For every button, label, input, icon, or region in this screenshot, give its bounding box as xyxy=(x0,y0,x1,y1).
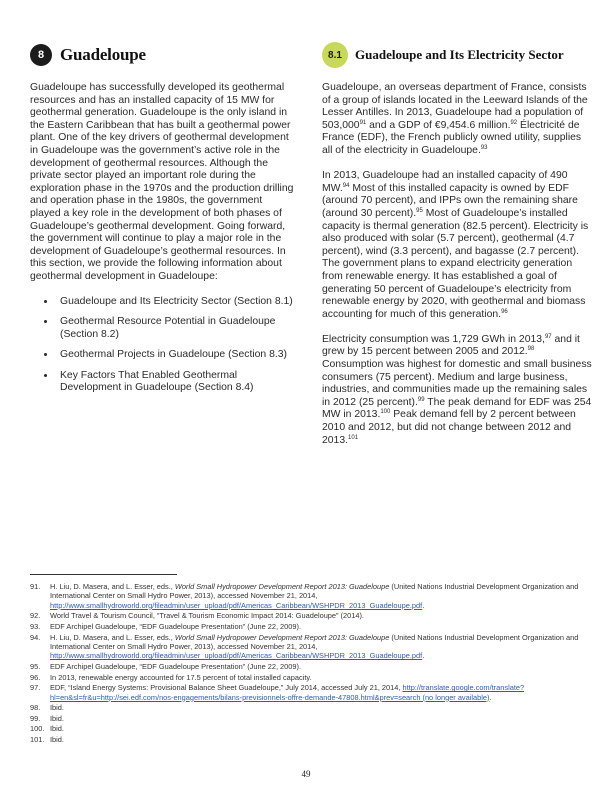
list-item: • Geothermal Projects in Guadeloupe (Section 8.3) xyxy=(56,349,295,362)
section-title: Guadeloupe xyxy=(60,45,146,64)
subsection-heading xyxy=(322,42,592,68)
intro-paragraph: Guadeloupe has successfully developed its geothermal resources and has an installed capacity of 15 MW for geothermal generation. Guadeloupe is the only island in the Eastern Caribbean that has built a geothermal power plant. One of the key drivers of geothermal development in Guadeloupe was the government’s active role in the development of geothermal resources. Although the private sector played an important role during the exploration phase in the 1970s and the production drilling and operation phase in the 1980s, the government played a key role in the development of both phases of Guadeloupe’s geothermal development. Going forward, the government will continue to play a major role in the development of Guadeloupe’s geothermal resources. In this section, we provide the following information about geothermal development in Guadeloupe: xyxy=(30,82,294,282)
footnote-ref: 95 xyxy=(416,207,423,214)
footnote-ref: 98 xyxy=(527,346,535,353)
footnote-divider xyxy=(30,574,177,575)
paragraph-population: Guadeloupe, an overseas department of France, consists of a group of islands located in the Leeward Islands of the Lesser Antilles. In 2013, Guadeloupe had a population of 503,000$^{91}$ and a GDP of €9,454.6 million.$^{92}$ Électricité de France (EDF), the French publicly owned utility, supplies all of the electricity in Guadeloupe.$^{93}$ xyxy=(322,82,588,156)
footnote-ref: 100 xyxy=(380,409,391,416)
list-item: • Geothermal Resource Potential in Guadeloupe (Section 8.2) xyxy=(56,316,295,341)
footnote-95: 95. EDF Archipel Guadeloupe, “EDF Guadeloupe Presentation” (June 22, 2009). xyxy=(30,662,302,671)
footnote-100: 100. Ibid. xyxy=(30,724,64,734)
footnote-96: 96. In 2013, renewable energy accounted for 17.5 percent of total installed capacity. xyxy=(30,672,312,682)
section-heading xyxy=(30,42,295,68)
subsection-title: Guadeloupe and Its Electricity Sector xyxy=(355,47,564,62)
page-number: 49 xyxy=(301,769,311,779)
footnote-101: 101. Ibid. xyxy=(30,734,64,744)
footnote-ref: 96 xyxy=(501,308,508,315)
footnote-link[interactable]: http://www.smallhydroworld.org/fileadmin/user_upload/pdf/Americas_Caribbean/WSHPDR_2013_Guadeloupe.pdf xyxy=(50,600,423,610)
footnote-94: 94. H. Liu, D. Masera, and L. Esser, eds., World Small Hydropower Development Report 2013: Guadeloupe (United Nations Industrial Development Organization and International Center on Small Hydro Power, 2013), accessed November 21, 2014, http://www.smallhydroworld.org/fileadmin/user_upload/pdf/Americas_Caribbean/WSHPDR_2013_Guadeloupe.pdf. xyxy=(30,632,579,661)
footnote-link[interactable]: http://www.smallhydroworld.org/fileadmin/user_upload/pdf/Americas_Caribbean/WSHPDR_2013_Guadeloupe.pdf xyxy=(50,651,423,661)
footnote-ref: 94 xyxy=(342,182,350,189)
footnote-92: 92. World Travel & Tourism Council, “Travel & Tourism Economic Impact 2014: Guadeloupe” (2014). xyxy=(30,611,364,621)
footnote-ref: 97 xyxy=(544,333,552,340)
section-number-badge: 8 xyxy=(30,44,52,66)
subsection-number-badge: 8.1 xyxy=(322,42,348,68)
footnote-91: 91. H. Liu, D. Masera, and L. Esser, eds., World Small Hydropower Development Report 2013: Guadeloupe (United Nations Industrial Development Organization and International Center on Small Hydro Power, 2013), accessed November 21, 2014, http://www.smallhydroworld.org/fileadmin/user_upload/pdf/Americas_Caribbean/WSHPDR_2013_Guadeloupe.pdf. xyxy=(30,582,579,610)
footnote-ref: 99 xyxy=(417,396,425,403)
footnote-99: 99. Ibid. xyxy=(30,713,64,723)
footnote-link[interactable]: http://translate.google.com/translate?hl=en&sl=fr&u=http://sei.edf.com/nos-engagements/bilans-previsionnels-offre-demande-47808.html&prev=search (no longer available) xyxy=(50,683,525,702)
footnote-ref: 101 xyxy=(348,434,359,441)
footnote-98: 98. Ibid. xyxy=(30,703,64,713)
list-item: • Key Factors That Enabled Geothermal Development in Guadeloupe (Section 8.4) xyxy=(56,370,295,395)
list-item: • Guadeloupe and Its Electricity Sector (Section 8.1) xyxy=(56,296,295,309)
footnote-ref: 93 xyxy=(480,144,488,151)
footnote-93: 93. EDF Archipel Guadeloupe, “EDF Guadeloupe Presentation” (June 22, 2009). xyxy=(30,622,302,631)
section-contents-list xyxy=(30,296,295,396)
footnote-97: 97. EDF, “Island Energy Systems: Provisional Balance Sheet Guadeloupe,” July 2014, accessed July 21, 2014, http://translate.google.com/translate?hl=en&sl=fr&u=http://sei.edf.com/nos-engagements/bilans-previsionnels-offre-demande-47808.html&prev=search (no longer available). xyxy=(30,683,525,702)
footnote-ref: 91 xyxy=(359,119,367,126)
paragraph-capacity: In 2013, Guadeloupe had an installed capacity of 490 MW.$^{94}$ Most of this installed capacity is owned by EDF (around 70 percent), and IPPs own the remaining share (around 30 percent).$^{95}$ Most of Guadeloupe’s installed capacity is thermal generation (82.5 percent). Electricity is also produced with solar (5.7 percent), geothermal (4.7 percent), wind (3.3 percent), and bagasse (2.7 percent). The government plans to expand electricity generation from renewable energy. It has established a goal of generating 50 percent of Guadeloupe’s electricity from renewable energy by 2020, with geothermal and biomass accounting for much of this generation.$^{96}$ xyxy=(322,170,589,320)
section-8-column xyxy=(30,42,295,403)
paragraph-consumption: Electricity consumption was 1,729 GWh in 2013,97 and it grew by 15 percent between 2005 and 2012.98 Consumption was highest for domestic and small business consumers (75 percent). Medium and large business, industries, and communities made up the remaining sales in 2012 (25 percent).$^{99}$ The peak demand for EDF was 254 MW in 2013.$^{100}$ Peak demand fell by 2 percent between 2010 and 2012, but did not change between 2012 and 2013.$^{101}$ xyxy=(322,333,592,446)
footnotes xyxy=(30,582,590,746)
footnote-ref: 92 xyxy=(510,119,518,126)
subsection-8-1-column xyxy=(322,42,592,460)
